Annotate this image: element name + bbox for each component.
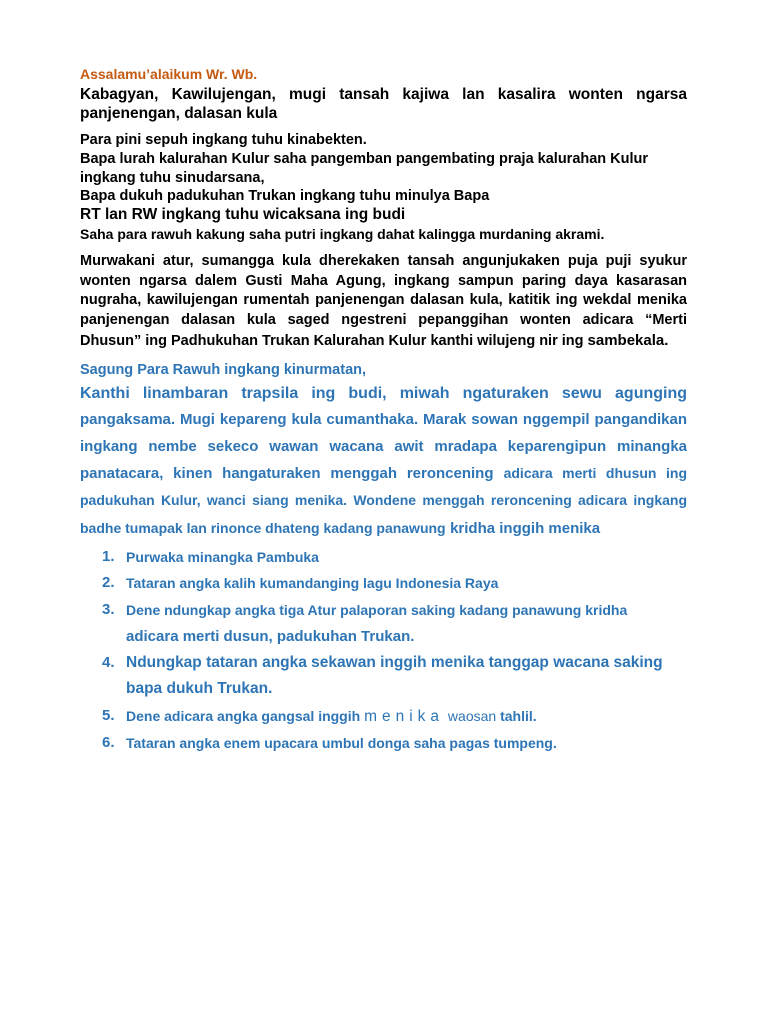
- agenda-text: Tataran angka kalih kumandanging lagu Indonesia Raya: [126, 575, 499, 592]
- agenda-number: 6.: [102, 734, 115, 752]
- agenda-text: Purwaka minangka Pambuka: [126, 549, 319, 566]
- agenda-number: 3.: [102, 600, 115, 618]
- body-text-part: adicara merti dhusun ing padukuhan Kulur, wanci siang menika. Wondene menggah reroncening adicara ingkang badhe tumapak lan rinonce dhateng kadang panawung: [80, 464, 687, 536]
- body-text-part: Kanthi linambaran trapsila ing budi, miwah ngaturaken sewu agunging: [80, 384, 687, 402]
- agenda-text: Tataran angka enem upacara umbul donga saha pagas tumpeng.: [126, 735, 557, 752]
- agenda-item: [102, 597, 687, 650]
- agenda-item: [102, 570, 687, 596]
- agenda-text-continued: adicara merti dusun, padukuhan Trukan.: [126, 627, 415, 645]
- agenda-number: 4.: [102, 654, 115, 672]
- agenda-text: tahlil.: [500, 707, 537, 724]
- addressee-line: Saha para rawuh kakung saha putri ingkang dahat kalingga murdaning akrami.: [80, 225, 605, 242]
- agenda-item: [102, 544, 687, 570]
- agenda-item: [102, 703, 687, 730]
- agenda-item: [102, 650, 687, 703]
- addressee-line: RT lan RW ingkang tuhu wicaksana ing budi: [80, 206, 406, 224]
- body-text-part: pangaksama. Mugi kepareng kula cumanthaka. Marak sowan nggempil pangandikan ingkang nembe sekeco wawan wacana awit mradapa keparengipun minangka panatacara, kinen hangaturaken menggah reroncening: [80, 411, 687, 482]
- agenda-text-spaced: menika: [364, 707, 445, 725]
- agenda-text: Ndungkap tataran angka sekawan inggih menika tanggap wacana saking bapa dukuh Trukan.: [126, 654, 663, 698]
- agenda-number: 1.: [102, 548, 115, 566]
- body-text-part: kridha inggih menika: [450, 519, 601, 537]
- addressee-line: Bapa lurah kalurahan Kulur saha pangemban pangembating praja kalurahan Kulur ingkang tuhu sinudarsana,: [80, 150, 649, 186]
- agenda-item: [102, 730, 687, 756]
- greeting: Assalamu’alaikum Wr. Wb.: [80, 66, 258, 82]
- intro-paragraph-end: sambekala.: [587, 331, 669, 349]
- opening-salutation: Kabagyan, Kawilujengan, mugi tansah kajiwa lan kasalira wonten ngarsa panjenengan, dalasan kula: [80, 86, 687, 122]
- addressee-line: Bapa dukuh padukuhan Trukan ingkang tuhu minulya Bapa: [80, 188, 490, 205]
- agenda-text-normal: waosan: [444, 707, 501, 724]
- agenda-number: 5.: [102, 706, 115, 724]
- section-heading: Sagung Para Rawuh ingkang kinurmatan,: [80, 361, 367, 378]
- agenda-text: Dene adicara angka gangsal inggih: [126, 707, 365, 724]
- agenda-number: 2.: [102, 574, 115, 592]
- agenda-list: [80, 544, 687, 756]
- intro-paragraph: [80, 252, 687, 352]
- agenda-text: Dene ndungkap angka tiga Atur palaporan saking kadang panawung kridha: [126, 601, 628, 618]
- body-paragraph: [80, 381, 687, 542]
- addressee-list: [80, 131, 687, 244]
- addressee-line: Para pini sepuh ingkang tuhu kinabekten.: [80, 132, 367, 148]
- intro-paragraph-text: Murwakani atur, sumangga kula dherekaken tansah angunjukaken puja puji syukur wonten ngarsa dalem Gusti Maha Agung, ingkang sampun paring daya kasarasan nugraha, kawilujengan rumentah panjenengan dalasan kula, katitik ing wekdal menika panjenengan dalasan kula saged ngestreni pepanggihan wonten adicara “Merti Dhusun” ing Padhukuhan Trukan Kalurahan Kulur kanthi wilujeng nir ing: [80, 252, 687, 349]
